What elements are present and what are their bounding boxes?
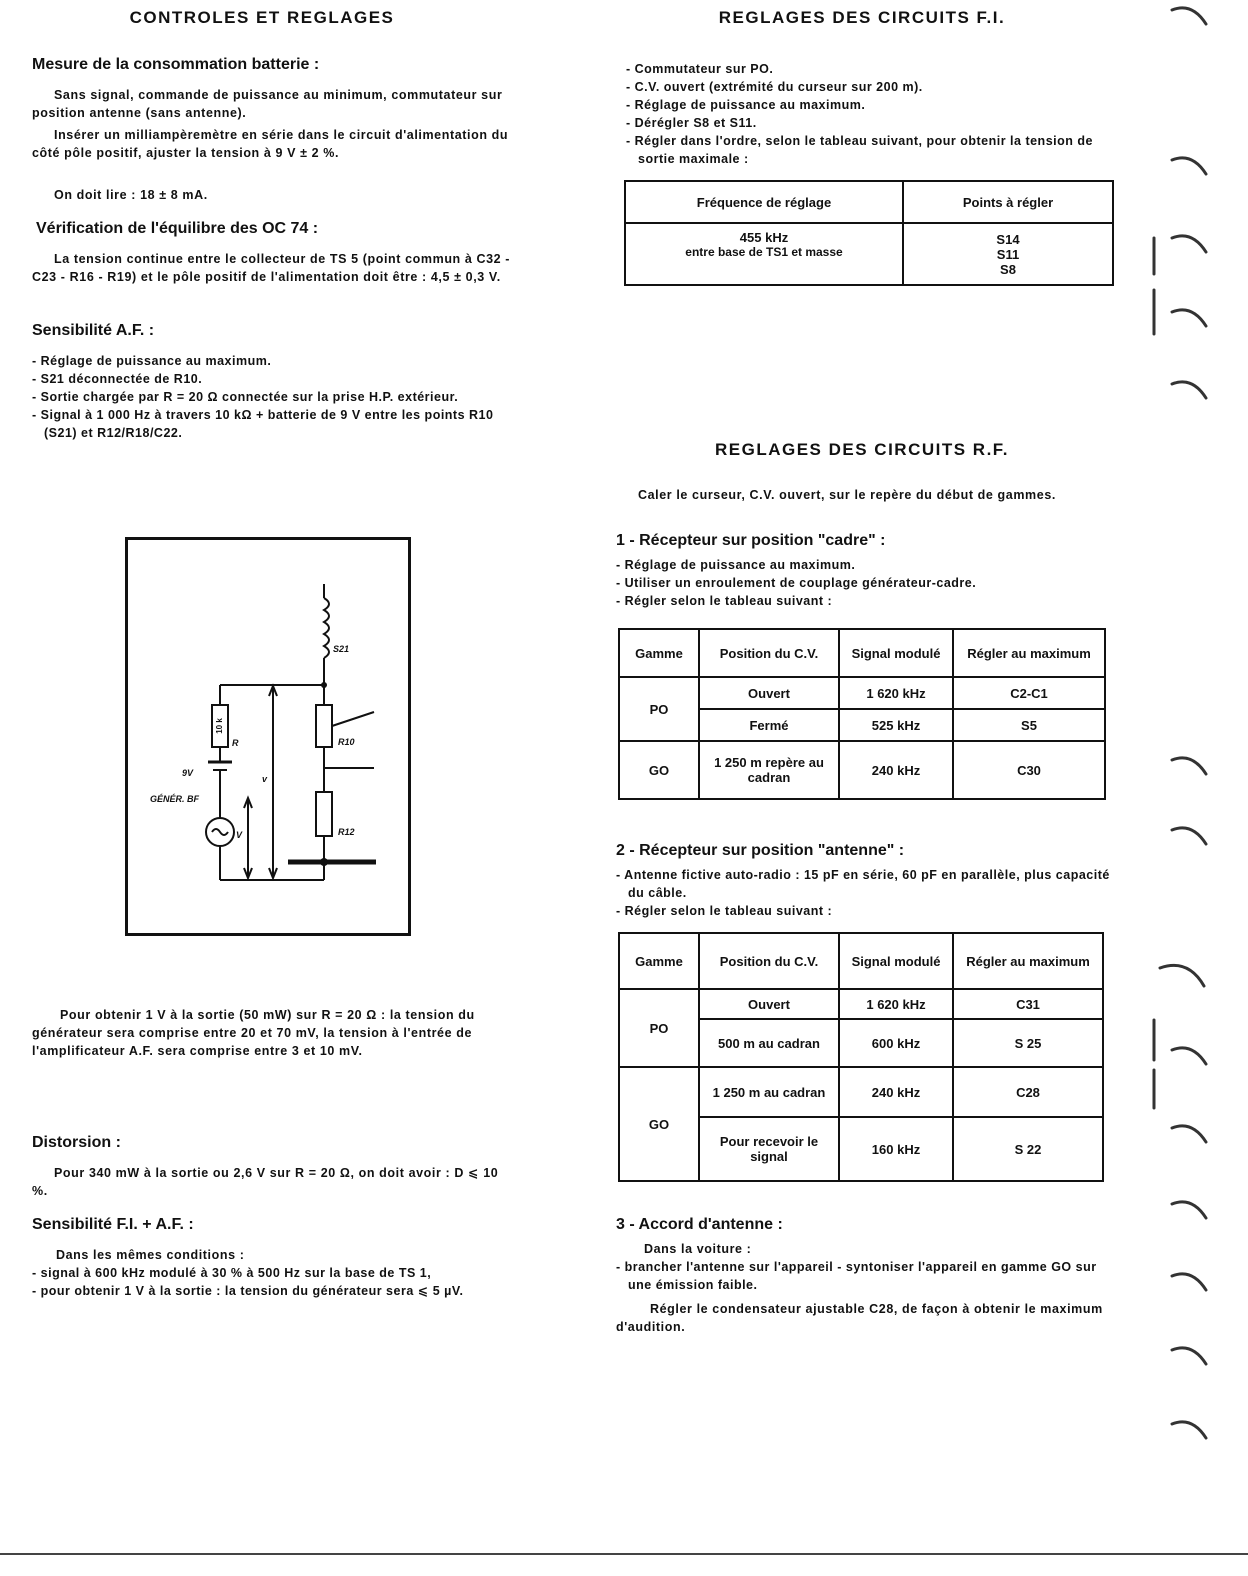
table-cell: 525 kHz <box>839 709 953 741</box>
list-item: - Commutateur sur PO. <box>626 60 1120 78</box>
label-10k: 10 k <box>215 718 225 734</box>
table-row <box>619 989 1103 1019</box>
table-cell: 160 kHz <box>839 1117 953 1181</box>
list-item: - Sortie chargée par R = 20 Ω connectée sur la prise H.P. extérieur. <box>32 388 518 406</box>
accord-intro: Dans la voiture : <box>644 1242 752 1256</box>
af-note: Pour obtenir 1 V à la sortie (50 mW) sur R = 20 Ω : la tension du générateur sera comprise entre 20 et 70 mV, la tension à l'entrée de l'amplificateur A.F. sera comprise entre 3 et 10 mV. <box>32 1008 475 1058</box>
table-cell: 1 620 kHz <box>839 989 953 1019</box>
list-item: - C.V. ouvert (extrémité du curseur sur 200 m). <box>626 78 1120 96</box>
table-header: Points à régler <box>903 181 1113 223</box>
list-item: - Réglage de puissance au maximum. <box>616 556 1110 574</box>
table-header: Régler au maximum <box>953 629 1105 677</box>
table-header: Gamme <box>619 629 699 677</box>
bottom-edge-line <box>0 1553 1248 1555</box>
list-item: - Régler selon le tableau suivant : <box>616 592 1110 610</box>
table-cell: 1 250 m repère au cadran <box>699 741 839 799</box>
label-r10: R10 <box>338 737 355 747</box>
accord-list <box>616 1258 1110 1294</box>
fi-point: S14 <box>996 231 1020 247</box>
margin-marks <box>1140 0 1248 1450</box>
table-cell: 240 kHz <box>839 741 953 799</box>
cadre-list <box>616 556 1110 610</box>
heading-accord: 3 - Accord d'antenne : <box>616 1216 783 1233</box>
label-r: R <box>232 738 239 748</box>
table-header: Position du C.V. <box>699 933 839 989</box>
heading-antenne: 2 - Récepteur sur position "antenne" : <box>616 842 905 859</box>
fi-freq: 455 kHz <box>739 230 789 245</box>
table-cell: PO <box>619 989 699 1067</box>
heading-battery: Mesure de la consommation batterie : <box>32 56 320 73</box>
label-9v: 9V <box>182 768 194 778</box>
list-item: - Dérégler S8 et S11. <box>626 114 1120 132</box>
table-cell: 600 kHz <box>839 1019 953 1067</box>
table-header: Signal modulé <box>839 933 953 989</box>
table-cell: 1 250 m au cadran <box>699 1067 839 1117</box>
circuit-diagram <box>125 537 411 936</box>
list-item: - Régler selon le tableau suivant : <box>616 902 1110 920</box>
oc74-p1: La tension continue entre le collecteur de TS 5 (point commun à C32 - C23 - R16 - R19) et le pôle positif de l'alimentation doit être : 4,5 ± 0,3 V. <box>32 252 511 284</box>
table-cell: Ouvert <box>699 989 839 1019</box>
table-cell: 1 620 kHz <box>839 677 953 709</box>
resistor-r10 <box>316 705 332 747</box>
table-cell: C31 <box>953 989 1103 1019</box>
battery-p3: On doit lire : 18 ± 8 mA. <box>54 188 208 202</box>
table-cell: S5 <box>953 709 1105 741</box>
table-cell: Fermé <box>699 709 839 741</box>
table-header: Gamme <box>619 933 699 989</box>
circuit-schematic <box>128 540 408 933</box>
af-list <box>32 352 518 442</box>
table-header: Fréquence de réglage <box>625 181 903 223</box>
section-title-controles: CONTROLES ET REGLAGES <box>129 8 395 27</box>
table-cell <box>625 223 903 285</box>
list-item: - Antenne fictive auto-radio : 15 pF en série, 60 pF en parallèle, plus capacité du câble. <box>616 866 1110 902</box>
label-s21: S21 <box>333 644 350 654</box>
section-title-rf: REGLAGES DES CIRCUITS R.F. <box>714 440 1010 459</box>
table-cell: Pour recevoir le signal <box>699 1117 839 1181</box>
table-cell: PO <box>619 677 699 741</box>
table-row <box>619 741 1105 799</box>
table-cell: Ouvert <box>699 677 839 709</box>
table-header: Position du C.V. <box>699 629 839 677</box>
table-cell: S 25 <box>953 1019 1103 1067</box>
fi-af-list <box>32 1264 518 1300</box>
table-cell: 240 kHz <box>839 1067 953 1117</box>
table-cell: S 22 <box>953 1117 1103 1181</box>
list-item: - Utiliser un enroulement de couplage générateur-cadre. <box>616 574 1110 592</box>
cadre-table <box>618 628 1106 800</box>
table-header: Signal modulé <box>839 629 953 677</box>
heading-cadre: 1 - Récepteur sur position "cadre" : <box>616 532 886 549</box>
fi-freq-detail: entre base de TS1 et masse <box>685 245 843 259</box>
list-item: - pour obtenir 1 V à la sortie : la tension du générateur sera ⩽ 5 µV. <box>32 1282 518 1300</box>
label-r12: R12 <box>338 827 355 837</box>
list-item: - Réglage de puissance au maximum. <box>626 96 1120 114</box>
label-gen: GÉNÉR. BF <box>150 794 200 804</box>
battery-p1: Sans signal, commande de puissance au minimum, commutateur sur position antenne (sans antenne). <box>32 88 503 120</box>
table-cell: 500 m au cadran <box>699 1019 839 1067</box>
section-title-fi: REGLAGES DES CIRCUITS F.I. <box>718 8 1006 27</box>
table-row <box>619 1067 1103 1117</box>
fi-point: S11 <box>996 246 1020 262</box>
accord-p: Régler le condensateur ajustable C28, de façon à obtenir le maximum d'audition. <box>616 1302 1103 1334</box>
label-v-out: v <box>262 774 268 784</box>
rf-intro: Caler le curseur, C.V. ouvert, sur le repère du début de gammes. <box>638 488 1056 502</box>
table-cell: C2-C1 <box>953 677 1105 709</box>
list-item: - Réglage de puissance au maximum. <box>32 352 518 370</box>
list-item: - Signal à 1 000 Hz à travers 10 kΩ + batterie de 9 V entre les points R10 (S21) et R12/R18/C22. <box>32 406 518 442</box>
coil-s21 <box>324 598 329 658</box>
table-cell: GO <box>619 1067 699 1181</box>
list-item: - Régler dans l'ordre, selon le tableau suivant, pour obtenir la tension de sortie maximale : <box>626 132 1120 168</box>
heading-distortion: Distorsion : <box>32 1134 121 1151</box>
list-item: - brancher l'antenne sur l'appareil - syntoniser l'appareil en gamme GO sur une émission faible. <box>616 1258 1110 1294</box>
label-v-in: V <box>236 830 243 840</box>
table-row <box>619 677 1105 709</box>
heading-oc74: Vérification de l'équilibre des OC 74 : <box>36 220 319 237</box>
table-cell: C30 <box>953 741 1105 799</box>
antenne-table <box>618 932 1104 1182</box>
fi-table <box>624 180 1114 286</box>
fi-list <box>626 60 1120 168</box>
list-item: - signal à 600 kHz modulé à 30 % à 500 Hz sur la base de TS 1, <box>32 1264 518 1282</box>
distortion-p1: Pour 340 mW à la sortie ou 2,6 V sur R = 20 Ω, on doit avoir : D ⩽ 10 %. <box>32 1166 499 1198</box>
table-cell <box>903 223 1113 285</box>
battery-p2: Insérer un milliampèremètre en série dans le circuit d'alimentation du côté pôle positif, ajuster la tension à 9 V ± 2 %. <box>32 128 509 160</box>
heading-fi-af: Sensibilité F.I. + A.F. : <box>32 1216 194 1233</box>
table-cell: GO <box>619 741 699 799</box>
antenne-list <box>616 866 1110 920</box>
table-cell: C28 <box>953 1067 1103 1117</box>
table-header: Régler au maximum <box>953 933 1103 989</box>
list-item: - S21 déconnectée de R10. <box>32 370 518 388</box>
heading-af: Sensibilité A.F. : <box>32 322 155 339</box>
fi-point: S8 <box>1000 261 1016 277</box>
resistor-r12 <box>316 792 332 836</box>
fi-af-intro: Dans les mêmes conditions : <box>56 1248 245 1262</box>
